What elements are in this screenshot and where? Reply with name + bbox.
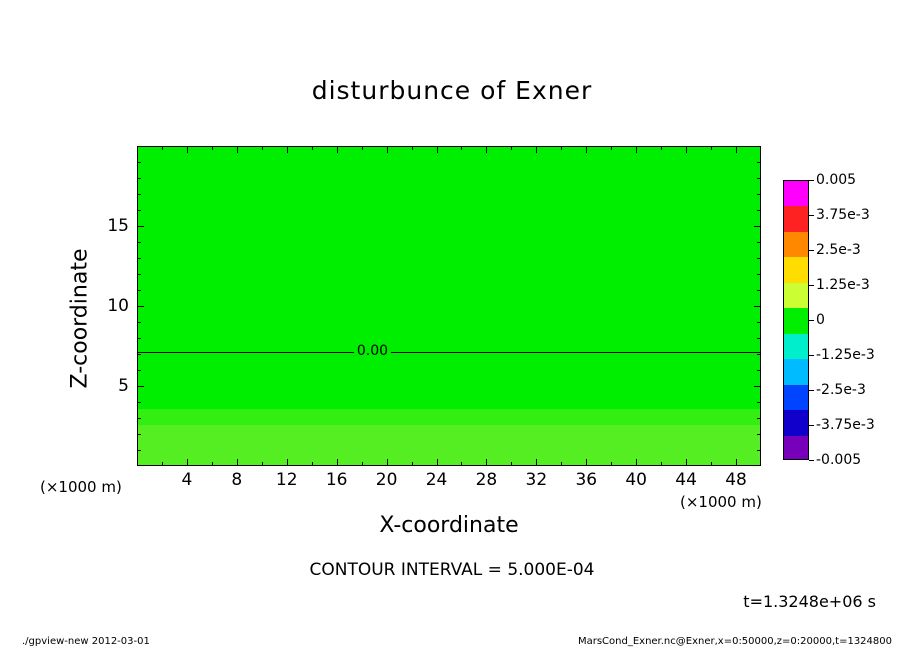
x-tick [287, 146, 288, 153]
x-tick [536, 146, 537, 153]
x-axis-unit: (×1000 m) [680, 493, 762, 511]
y-minor-tick [137, 322, 141, 323]
colorbar-segment [784, 410, 808, 435]
x-minor-tick [461, 146, 462, 150]
colorbar-tick [809, 425, 814, 426]
plot-area [137, 146, 761, 466]
x-tick-label: 40 [625, 470, 648, 490]
y-minor-tick [757, 194, 761, 195]
colorbar-segment [784, 257, 808, 282]
y-minor-tick [757, 178, 761, 179]
colorbar-tick [809, 355, 814, 356]
colorbar-segment [784, 436, 808, 460]
y-tick [137, 386, 144, 387]
x-tick [636, 146, 637, 153]
colorbar-tick [809, 390, 814, 391]
field-band [138, 425, 760, 466]
y-minor-tick [137, 338, 141, 339]
x-tick [686, 146, 687, 153]
x-minor-tick [262, 462, 263, 466]
contour-line [138, 352, 760, 353]
y-tick-label: 10 [107, 296, 129, 316]
y-minor-tick [757, 162, 761, 163]
colorbar-tick [809, 460, 814, 461]
x-tick [387, 459, 388, 466]
x-tick [736, 146, 737, 153]
colorbar-segment [784, 283, 808, 308]
x-tick [437, 146, 438, 153]
y-minor-tick [757, 258, 761, 259]
x-minor-tick [312, 146, 313, 150]
x-minor-tick [362, 462, 363, 466]
time-label: t=1.3248e+06 s [743, 592, 876, 611]
x-minor-tick [661, 462, 662, 466]
x-tick-label: 28 [475, 470, 498, 490]
y-axis-title: Z-coordinate [67, 248, 93, 389]
x-minor-tick [711, 146, 712, 150]
field-band [138, 409, 760, 425]
x-minor-tick [611, 146, 612, 150]
y-minor-tick [757, 450, 761, 451]
y-minor-tick [137, 210, 141, 211]
colorbar-tick-label: -0.005 [816, 452, 862, 468]
x-tick [237, 146, 238, 153]
x-minor-tick [561, 146, 562, 150]
colorbar-tick-label: 0 [816, 312, 825, 328]
x-tick [337, 459, 338, 466]
x-minor-tick [262, 146, 263, 150]
y-minor-tick [757, 434, 761, 435]
x-tick [486, 459, 487, 466]
x-tick [536, 459, 537, 466]
y-minor-tick [137, 402, 141, 403]
x-tick-label: 36 [575, 470, 598, 490]
y-minor-tick [137, 370, 141, 371]
x-tick [586, 146, 587, 153]
colorbar-tick [809, 215, 814, 216]
y-minor-tick [757, 322, 761, 323]
footer-left: ./gpview-new 2012-03-01 [22, 636, 150, 647]
colorbar-segment [784, 232, 808, 257]
y-minor-tick [137, 242, 141, 243]
contour-value-label: 0.00 [354, 343, 391, 359]
x-tick [586, 459, 587, 466]
colorbar-tick-label: 2.5e-3 [816, 242, 861, 258]
y-minor-tick [757, 370, 761, 371]
x-minor-tick [162, 462, 163, 466]
x-tick [736, 459, 737, 466]
x-tick-label: 12 [275, 470, 298, 490]
x-tick-label: 16 [325, 470, 348, 490]
x-tick [337, 146, 338, 153]
x-tick-label: 24 [425, 470, 448, 490]
y-minor-tick [757, 354, 761, 355]
y-tick [754, 386, 761, 387]
y-tick-label: 5 [118, 376, 129, 396]
x-tick [287, 459, 288, 466]
y-minor-tick [137, 450, 141, 451]
y-minor-tick [757, 274, 761, 275]
y-minor-tick [757, 290, 761, 291]
colorbar-tick [809, 320, 814, 321]
y-minor-tick [137, 418, 141, 419]
y-minor-tick [137, 354, 141, 355]
x-minor-tick [661, 146, 662, 150]
x-minor-tick [162, 146, 163, 150]
x-tick [486, 146, 487, 153]
colorbar-tick [809, 285, 814, 286]
x-minor-tick [212, 462, 213, 466]
x-minor-tick [412, 462, 413, 466]
y-minor-tick [137, 178, 141, 179]
y-minor-tick [137, 434, 141, 435]
x-tick [686, 459, 687, 466]
y-minor-tick [137, 258, 141, 259]
y-tick [137, 226, 144, 227]
x-tick [187, 146, 188, 153]
x-minor-tick [412, 146, 413, 150]
x-minor-tick [561, 462, 562, 466]
x-tick [387, 146, 388, 153]
colorbar-segment [784, 308, 808, 333]
y-minor-tick [757, 402, 761, 403]
x-tick [636, 459, 637, 466]
x-minor-tick [461, 462, 462, 466]
y-minor-tick [137, 162, 141, 163]
colorbar-segment [784, 385, 808, 410]
y-tick-label: 15 [107, 216, 129, 236]
colorbar-segment [784, 359, 808, 384]
colorbar-tick-label: -2.5e-3 [816, 382, 866, 398]
colorbar-segment [784, 206, 808, 231]
colorbar-segment [784, 181, 808, 206]
x-minor-tick [511, 146, 512, 150]
colorbar [783, 180, 809, 460]
x-tick-label: 32 [525, 470, 548, 490]
y-minor-tick [757, 242, 761, 243]
x-minor-tick [212, 146, 213, 150]
y-minor-tick [757, 338, 761, 339]
colorbar-tick-label: 0.005 [816, 172, 857, 188]
x-tick-label: 20 [375, 470, 398, 490]
colorbar-tick-label: -1.25e-3 [816, 347, 875, 363]
x-minor-tick [711, 462, 712, 466]
x-minor-tick [362, 146, 363, 150]
x-tick-label: 44 [675, 470, 697, 490]
x-axis-title: X-coordinate [379, 513, 519, 538]
contour-interval-label: CONTOUR INTERVAL = 5.000E-04 [309, 560, 595, 580]
y-tick [754, 226, 761, 227]
x-tick [187, 459, 188, 466]
colorbar-tick-label: 1.25e-3 [816, 277, 870, 293]
y-minor-tick [137, 194, 141, 195]
field-band [138, 147, 760, 409]
x-minor-tick [511, 462, 512, 466]
x-tick [237, 459, 238, 466]
z-axis-unit: (×1000 m) [40, 478, 122, 496]
colorbar-tick [809, 250, 814, 251]
x-tick-label: 48 [725, 470, 747, 490]
footer-right: MarsCond_Exner.nc@Exner,x=0:50000,z=0:20000,t=1324800 [577, 636, 892, 647]
x-tick [437, 459, 438, 466]
chart-title: disturbunce of Exner [311, 76, 593, 105]
y-tick [137, 306, 144, 307]
colorbar-tick-label: -3.75e-3 [816, 417, 875, 433]
y-tick [754, 306, 761, 307]
y-minor-tick [757, 210, 761, 211]
x-tick-label: 8 [231, 470, 243, 490]
y-minor-tick [137, 274, 141, 275]
y-minor-tick [137, 290, 141, 291]
colorbar-tick-label: 3.75e-3 [816, 207, 870, 223]
colorbar-segment [784, 334, 808, 359]
colorbar-tick [809, 180, 814, 181]
x-minor-tick [312, 462, 313, 466]
x-minor-tick [611, 462, 612, 466]
x-tick-label: 4 [181, 470, 193, 490]
y-minor-tick [757, 418, 761, 419]
